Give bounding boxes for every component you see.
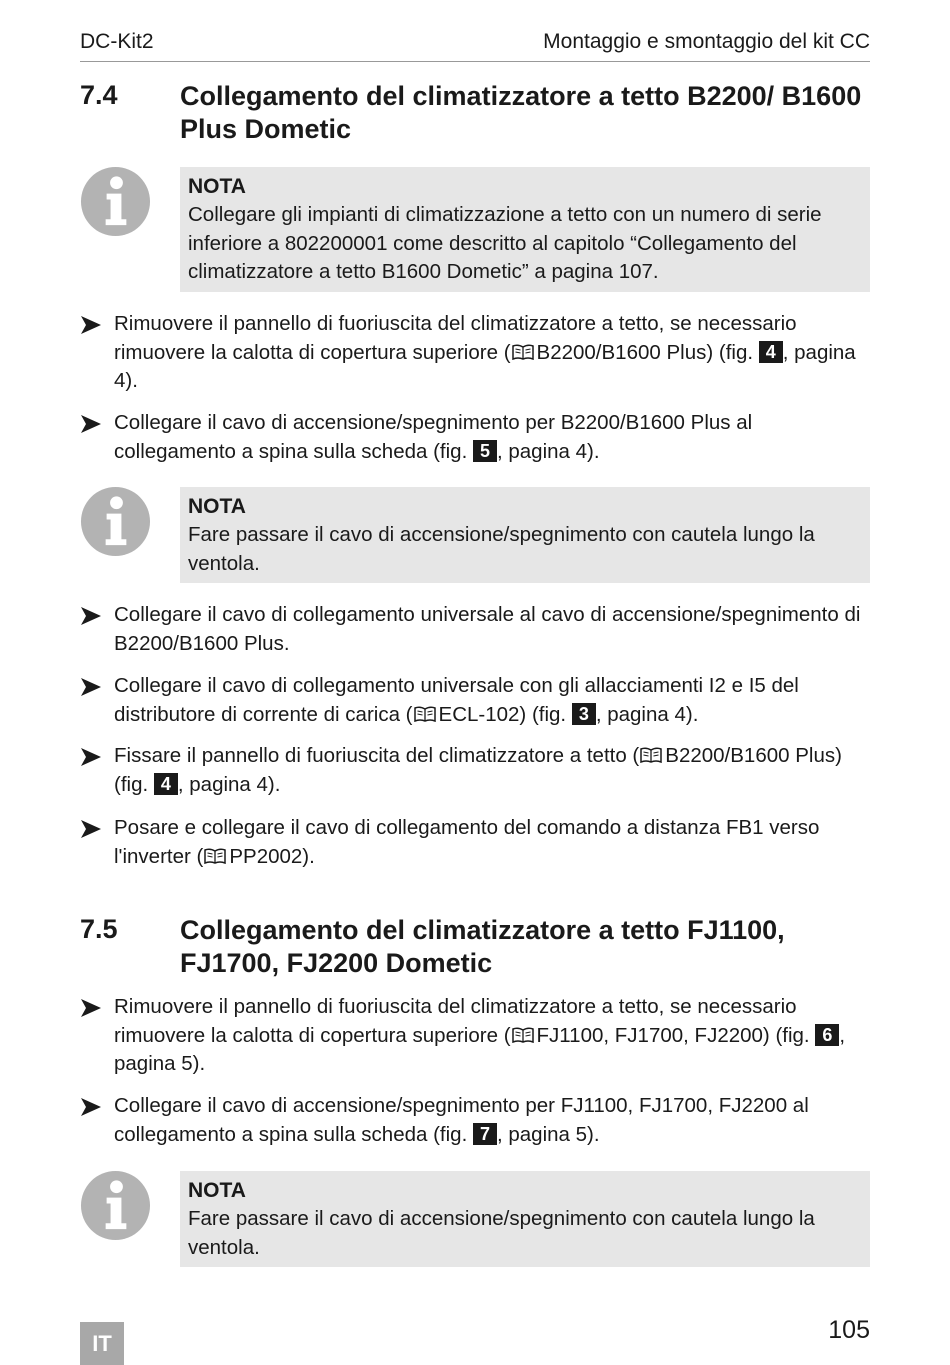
language-tab: IT [80,1322,124,1365]
arrow-bullet-icon [80,413,102,435]
arrow-bullet-icon [80,818,102,840]
figure-ref-badge: 7 [473,1123,497,1145]
note-title: NOTA [188,1179,246,1202]
note-title: NOTA [188,495,246,518]
book-icon [640,747,662,763]
note-title: NOTA [188,175,246,198]
list-item-text: Rimuovere il pannello di fuoriuscita del climatizzatore a tetto, se necessario rimuovere la calotta di copertura superiore ( FJ1100, FJ1700, FJ2200) (fig. 6 , pagina 5). [114,995,846,1075]
list-item-text: Collegare il cavo di collegamento universale con gli allacciamenti I2 e I5 del distributore di corrente di carica ( ECL-102) (fig. 3 , pagina 4). [114,674,799,726]
figure-ref-badge: 3 [572,703,596,725]
figure-ref-badge: 6 [815,1024,839,1046]
list-item-text: Posare e collegare il cavo di collegamento del comando a distanza FB1 verso l'inverter ( PP2002). [114,816,820,868]
note-text: Fare passare il cavo di accensione/spegnimento con cautela lungo la ventola. [188,523,815,575]
arrow-bullet-icon [80,605,102,627]
list-item-text: Collegare il cavo di collegamento universale al cavo di accensione/spegnimento di B2200/B1600 Plus. [114,603,861,655]
info-icon [80,486,151,557]
list-item-text: Fissare il pannello di fuoriuscita del climatizzatore a tetto ( B2200/B1600 Plus) (fig. 4 , pagina 4). [114,744,842,796]
figure-ref-badge: 4 [154,773,178,795]
book-icon [414,706,436,722]
note-box [180,1171,870,1267]
list-item-text: Collegare il cavo di accensione/spegnimento per FJ1100, FJ1700, FJ2200 al collegamento a spina sulla scheda (fig. 7 , pagina 5). [114,1094,809,1146]
book-icon [512,344,534,360]
arrow-bullet-icon [80,997,102,1019]
arrow-bullet-icon [80,746,102,768]
section-title: Collegamento del climatizzatore a tetto B2200/ B1600 Plus Dometic [180,81,862,144]
book-icon [204,848,226,864]
arrow-bullet-icon [80,676,102,698]
list-item-text: Rimuovere il pannello di fuoriuscita del climatizzatore a tetto, se necessario rimuovere la calotta di copertura superiore ( B2200/B1600 Plus) (fig. 4 , pagina 4). [114,312,856,392]
arrow-bullet-icon [80,1096,102,1118]
note-box [180,487,870,583]
section-number: 7.4 [80,80,118,110]
book-icon [512,1027,534,1043]
section-title: Collegamento del climatizzatore a tetto FJ1100, FJ1700, FJ2200 Dometic [180,915,785,978]
figure-ref-badge: 5 [473,440,497,462]
page-number: 105 [828,1316,870,1344]
note-box [180,167,870,292]
info-icon [80,166,151,237]
list-item-text: Collegare il cavo di accensione/spegnimento per B2200/B1600 Plus al collegamento a spina sulla scheda (fig. 5 , pagina 4). [114,411,753,463]
note-text: Collegare gli impianti di climatizzazione a tetto con un numero di serie inferiore a 802200001 come descritto al capitolo “Collegamento del climatizzatore a tetto B1600 Dometic” a pagina 107. [188,203,822,283]
note-text: Fare passare il cavo di accensione/spegnimento con cautela lungo la ventola. [188,1207,815,1259]
figure-ref-badge: 4 [759,341,783,363]
arrow-bullet-icon [80,314,102,336]
section-number: 7.5 [80,914,118,944]
info-icon [80,1170,151,1241]
header-right: Montaggio e smontaggio del kit CC [543,30,870,53]
page-header [80,30,870,62]
header-left: DC-Kit2 [80,30,154,53]
